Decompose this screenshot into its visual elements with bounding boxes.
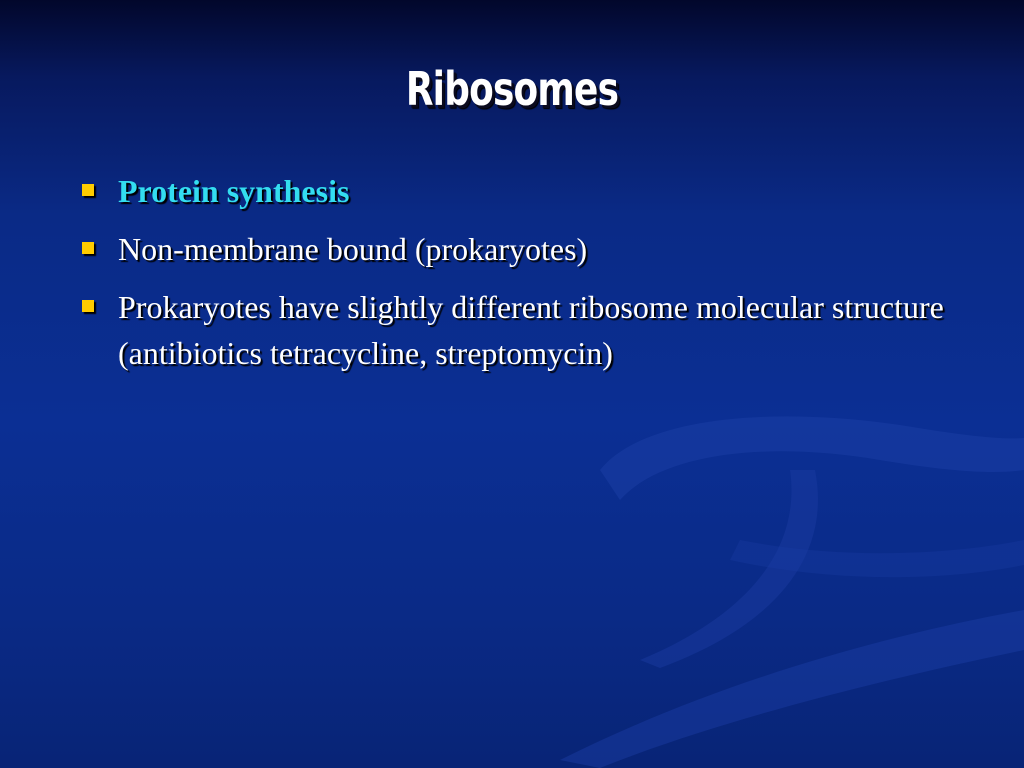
bullet-list: [80, 168, 980, 388]
bullet-text: Non-membrane bound (prokaryotes): [118, 231, 588, 267]
bullet-item-prokaryote-ribosomes: [80, 284, 980, 376]
slide-title: Ribosomes: [405, 62, 619, 116]
square-bullet-icon: [82, 300, 94, 312]
square-bullet-icon: [82, 242, 94, 254]
bullet-text: Prokaryotes have slightly different ribosome molecular structure (antibiotics tetracycline, streptomycin): [118, 289, 944, 371]
bullet-item-non-membrane-bound: [80, 226, 980, 272]
square-bullet-icon: [82, 184, 94, 196]
bullet-text: Protein synthesis: [118, 173, 350, 209]
bullet-item-protein-synthesis: [80, 168, 980, 214]
